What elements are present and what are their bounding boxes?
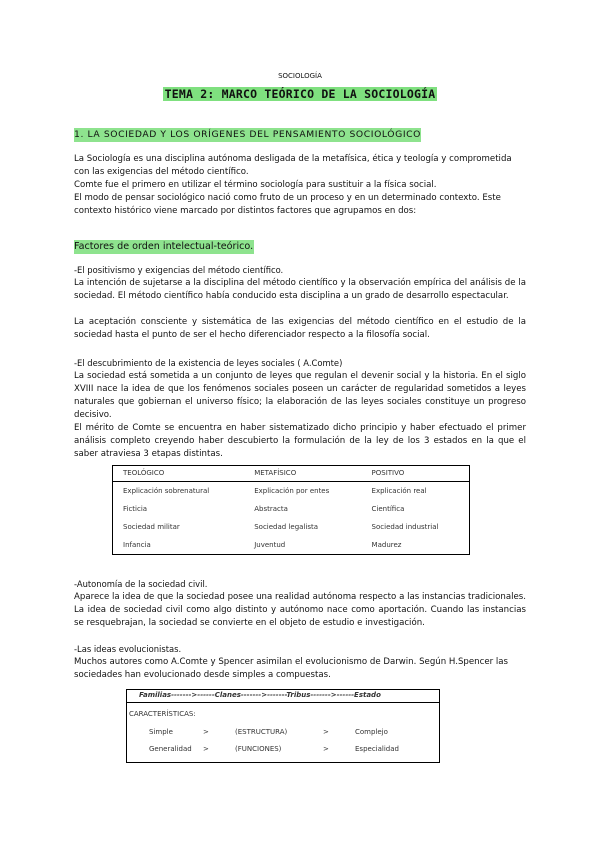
table-cell: Madurez <box>371 540 402 549</box>
row1-arrow1: > <box>203 728 209 736</box>
intro-paragraph-3: El modo de pensar sociológico nació como fruto de un proceso y en un determinado contexto. Este contexto histórico viene marcado por distintos factores que agrupamos en dos: <box>74 193 501 216</box>
intro-paragraph-1: La Sociología es una disciplina autónoma desligada de la metafísica, ética y teología y comprometida con las exigencias del método científico. <box>74 154 512 177</box>
row2-middle: (FUNCIONES) <box>235 745 282 753</box>
section-heading-wrap <box>74 122 421 141</box>
table-row <box>113 500 470 518</box>
row2-left: Generalidad <box>149 745 192 753</box>
row2-arrow2: > <box>323 745 329 753</box>
factors-heading-wrap <box>74 234 254 253</box>
civil-society-title: -Autonomía de la sociedad civil. <box>74 579 208 589</box>
table-cell: Abstracta <box>254 504 288 513</box>
row2-right: Especialidad <box>355 745 399 753</box>
evolution-title: -Las ideas evolucionistas. <box>74 644 182 654</box>
table-cell: Explicación sobrenatural <box>123 486 210 495</box>
table-header: METAFÍSICO <box>244 466 361 482</box>
table-cell: Infancia <box>123 540 151 549</box>
row1-arrow2: > <box>323 728 329 736</box>
row1-left: Simple <box>149 728 173 736</box>
table-row <box>113 482 470 501</box>
subject-label: SOCIOLOGÍA <box>278 72 322 80</box>
evolution-box <box>126 689 440 763</box>
factors-heading: Factores de orden intelectual-teórico. <box>74 241 254 252</box>
evolution-sequence-bar <box>127 690 439 703</box>
table-cell: Sociedad militar <box>123 522 180 531</box>
row1-right: Complejo <box>355 728 388 736</box>
row1-middle: (ESTRUCTURA) <box>235 728 288 736</box>
table-header-row <box>113 466 470 482</box>
table-row <box>113 536 470 555</box>
table-cell: Ficticia <box>123 504 148 513</box>
page-title: TEMA 2: MARCO TEÓRICO DE LA SOCIOLOGÍA <box>164 87 436 101</box>
page-title-wrap <box>0 83 600 102</box>
table-cell: Explicación por entes <box>254 486 330 495</box>
table-cell: Científica <box>371 504 405 513</box>
positivism-paragraph-2: La aceptación consciente y sistemática de las exigencias del método científico en el estudio de la sociedad hasta el punto de ser el hecho diferenciador respecto a la filosofía social. <box>74 317 526 340</box>
evolution-paragraph: Muchos autores como A.Comte y Spencer asimilan el evolucionismo de Darwin. Según H.Spencer las sociedades han evolucionado desde simples a compuestas. <box>74 657 509 680</box>
positivism-paragraph-1: La intención de sujetarse a la disciplina del método científico y la observación empírica del análisis de la sociedad. El método científico había conducido esta disciplina a un grado de desarrollo espectacular. <box>74 278 526 301</box>
table-header: TEOLÓGICO <box>113 466 245 482</box>
row2-arrow1: > <box>203 745 209 753</box>
table-row <box>113 518 470 536</box>
table-header: POSITIVO <box>362 466 470 482</box>
table-cell: Juventud <box>254 540 286 549</box>
evolution-sequence: Familias------->------Clanes------->-------Tribus------->------Estado <box>139 691 381 699</box>
laws-paragraph-1: La sociedad está sometida a un conjunto de leyes que regulan el devenir social y la historia. En el siglo XVIII nace la idea de que los fenómenos sociales poseen un carácter de regularidad sometidos a leyes naturales que gobiernan el universo físico; la elaboración de las leyes sociales constituye un progreso decisivo. <box>74 371 526 420</box>
intro-paragraph-2: Comte fue el primero en utilizar el término sociología para sustituir a la física social. <box>74 180 437 190</box>
section-heading: 1. LA SOCIEDAD Y LOS ORÍGENES DEL PENSAMIENTO SOCIOLÓGICO <box>74 129 422 140</box>
positivism-title: -El positivismo y exigencias del método científico. <box>74 265 284 275</box>
laws-paragraph-2: El mérito de Comte se encuentra en haber sistematizado dicho principio y haber efectuado el primer análisis completo creyendo haber descubierto la formulación de la ley de los 3 estados en la que el saber atraviesa 3 etapas distintas. <box>74 423 526 459</box>
civil-society-paragraph: Aparece la idea de que la sociedad posee una realidad autónoma respecto a las instancias tradicionales. La idea de sociedad civil como algo distinto y autónomo nace como aportación. Cuando las instancias se resquebrajan, la sociedad se convierte en el objeto de estudio e investigación. <box>74 592 526 628</box>
table-cell: Sociedad legalista <box>254 522 319 531</box>
table-cell: Explicación real <box>371 486 427 495</box>
stages-table <box>112 465 470 555</box>
laws-title: -El descubrimiento de la existencia de leyes sociales ( A.Comte) <box>74 358 343 368</box>
characteristics-label: CARACTERÍSTICAS: <box>129 710 196 718</box>
table-cell: Sociedad industrial <box>371 522 439 531</box>
